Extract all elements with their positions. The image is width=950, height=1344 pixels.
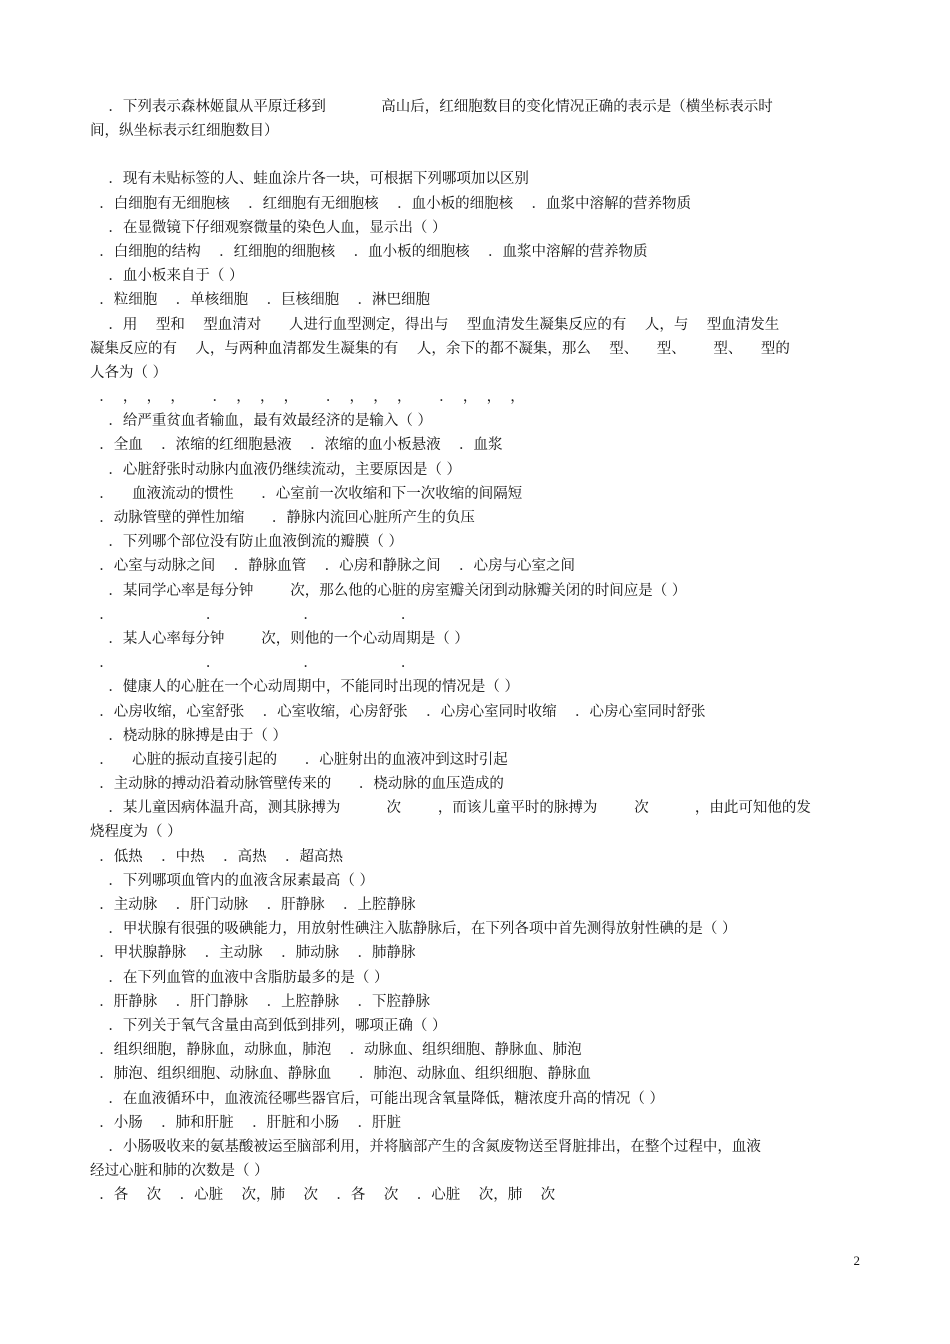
text-line: ．下列关于氧气含量由高到低到排列，哪项正确（ ） — [90, 1017, 447, 1034]
document-page — [90, 95, 865, 1207]
text-line: ． 血液流动的惯性 ．心室前一次收缩和下一次收缩的间隔短 — [90, 485, 523, 502]
text-line: ．在下列血管的血液中含脂肪最多的是（ ） — [90, 969, 389, 986]
text-line: ．组织细胞，静脉血，动脉血，肺泡 ．动脉血、组织细胞、静脉血、肺泡 — [90, 1042, 582, 1059]
text-line: ．甲状腺有很强的吸碘能力，用放射性碘注入肱静脉后，在下列各项中首先测得放射性碘的是（ ） — [90, 921, 737, 938]
text-line: ．下列表示森林姬鼠从平原迁移到 高山后，红细胞数目的变化情况正确的表示是（横坐标表示时 — [90, 99, 773, 115]
question-block-1 — [90, 95, 865, 143]
figure-gap — [90, 143, 865, 167]
text-line: ．在血液循环中，血液流径哪些器官后，可能出现含氧量降低，糖浓度升高的情况（ ） — [90, 1090, 665, 1107]
text-line: ．现有未贴标签的人、蛙血涂片各一块，可根据下列哪项加以区别 — [90, 171, 529, 188]
text-line: ．桡动脉的脉搏是由于（ ） — [90, 727, 288, 744]
text-line: ．心房收缩，心室舒张 ．心室收缩，心房舒张 ．心房心室同时收缩 ．心房心室同时舒张 — [90, 703, 706, 720]
text-line: ．主动脉 ．肝门动脉 ．肝静脉 ．上腔静脉 — [90, 897, 416, 913]
text-line: ．粒细胞 ．单核细胞 ．巨核细胞 ．淋巴细胞 — [90, 292, 431, 309]
text-line: ．在显微镜下仔细观察微量的染色人血，显示出（ ） — [90, 219, 447, 236]
text-line: ．下列哪个部位没有防止血液倒流的瓣膜（ ） — [90, 534, 404, 551]
text-line: ．小肠吸收来的氨基酸被运至脑部利用，并将脑部产生的含氮废物送至肾脏排出，在整个过程中，血液 — [90, 1138, 761, 1155]
text-line: 凝集反应的有 人，与两种血清都发生凝集的有 人，余下的都不凝集，那么 型、 型、 型、 型的 — [90, 340, 790, 357]
text-line: 经过心脏和肺的次数是（ ） — [90, 1163, 269, 1180]
text-line: ．动脉管壁的弹性加缩 ．静脉内流回心脏所产生的负压 — [90, 510, 475, 526]
text-line: ．健康人的心脏在一个心动周期中，不能同时出现的情况是（ ） — [90, 679, 520, 696]
text-line: ．血小板来自于（ ） — [90, 268, 244, 285]
text-line: ．小肠 ．肺和肝脏 ．肝脏和小肠 ．肝脏 — [90, 1114, 402, 1131]
text-line: 烧程度为（ ） — [90, 824, 182, 841]
text-line: 人各为（ ） — [90, 364, 168, 381]
text-line: ．甲状腺静脉 ．主动脉 ．肺动脉 ．肺静脉 — [90, 945, 416, 962]
text-line: ．主动脉的搏动沿着动脉管壁传来的 ．桡动脉的血压造成的 — [90, 776, 504, 793]
question-block-2 — [90, 167, 865, 1207]
text-line: ．用 型和 型血清对 人进行血型测定，得出与 型血清发生凝集反应的有 人，与 型血清发生 — [90, 316, 780, 333]
text-line: ．某同学心率是每分钟 次，那么他的心脏的房室瓣关闭到动脉瓣关闭的时间应是（ ） — [90, 582, 687, 599]
text-line: ．肝静脉 ．肝门静脉 ．上腔静脉 ．下腔静脉 — [90, 993, 431, 1010]
text-line: ．低热 ．中热 ．高热 ．超高热 — [90, 848, 344, 865]
text-line: ．全血 ．浓缩的红细胞悬液 ．浓缩的血小板悬液 ．血浆 — [90, 437, 503, 454]
text-line: 间，纵坐标表示红细胞数目） — [90, 123, 279, 140]
text-line: ．心脏舒张时动脉内血液仍继续流动，主要原因是（ ） — [90, 461, 462, 478]
text-line: ．各 次 ．心脏 次，肺 次 ．各 次 ．心脏 次，肺 次 — [90, 1187, 556, 1204]
text-line: ．白细胞有无细胞核 ．红细胞有无细胞核 ．血小板的细胞核 ．血浆中溶解的营养物质 — [90, 195, 692, 212]
page-number: 2 — [853, 1253, 860, 1268]
text-line: ．肺泡、组织细胞、动脉血、静脉血 ．肺泡、动脉血、组织细胞、静脉血 — [90, 1066, 591, 1083]
text-line: ． 心脏的振动直接引起的 ．心脏射出的血液冲到这时引起 — [90, 751, 508, 768]
text-line: ．白细胞的结构 ．红细胞的细胞核 ．血小板的细胞核 ．血浆中溶解的营养物质 — [90, 243, 648, 260]
text-line: ．下列哪项血管内的血液含尿素最高（ ） — [90, 872, 375, 889]
text-line: ．给严重贫血者输血，最有效最经济的是输入（ ） — [90, 413, 433, 430]
text-line: ．某人心率每分钟 次，则他的一个心动周期是（ ） — [90, 630, 469, 647]
text-line: ．某儿童因病体温升高，测其脉搏为 次 ，而该儿童平时的脉搏为 次 ，由此可知他的发 — [90, 800, 811, 817]
text-line: ． ． ． ． — [90, 606, 416, 623]
text-line: ． ， ， ， ． ， ， ， ． ， ， ， ． ， ， ， — [90, 389, 525, 406]
text-line: ． ． ． ． — [90, 655, 416, 672]
text-line: ．心室与动脉之间 ．静脉血管 ．心房和静脉之间 ．心房与心室之间 — [90, 558, 576, 575]
